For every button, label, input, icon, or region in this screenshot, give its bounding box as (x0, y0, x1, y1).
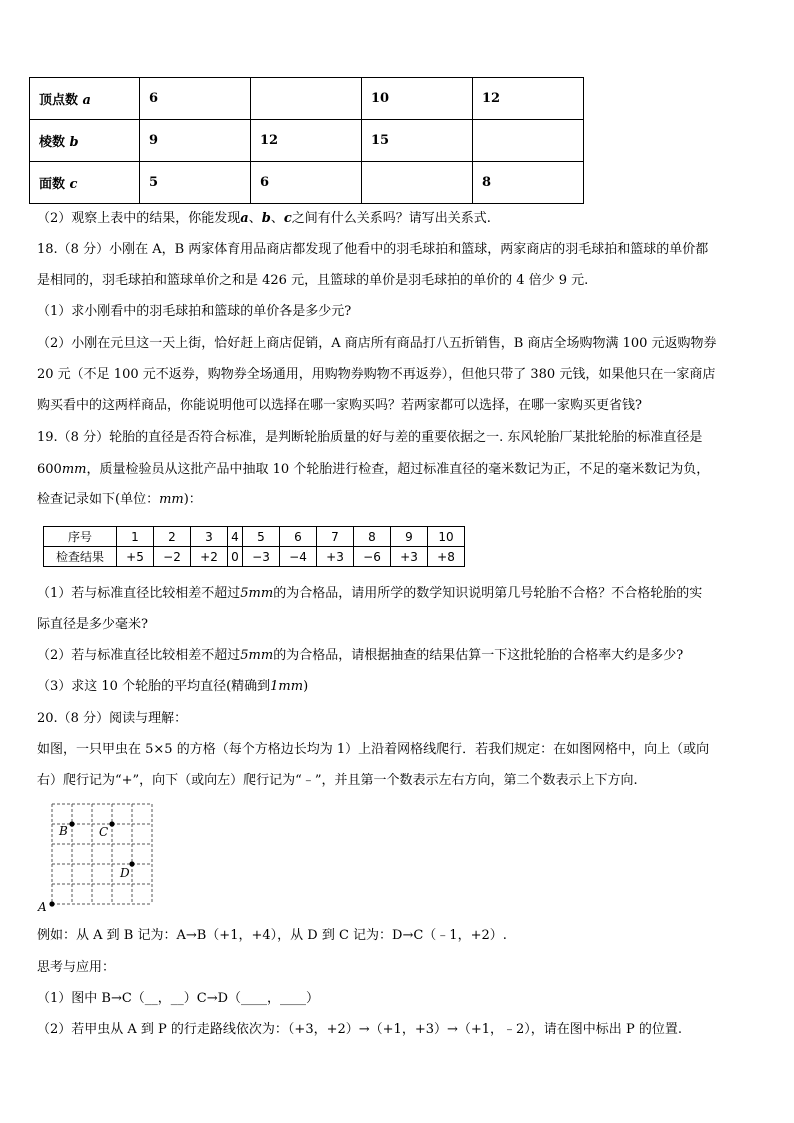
label-d: D (120, 866, 130, 880)
table-cell: +3 (391, 547, 428, 567)
table-cell: 10 (362, 78, 473, 120)
table-cell (362, 162, 473, 204)
dashed-grid (52, 804, 152, 904)
q19-line3: 检查记录如下(单位：mm)： (37, 492, 202, 507)
q20-title: 20.（8 分）阅读与理解： (37, 711, 188, 726)
q20-example: 例如：从 A 到 B 记为：A→B（+1，+4），从 D 到 C 记为：D→C（﹣1，+2）. (37, 928, 507, 943)
table-cell: 3 (191, 527, 228, 547)
table-cell: −2 (154, 547, 191, 567)
q19-line1: 19.（8 分）轮胎的直径是否符合标准，是判断轮胎质量的好与差的重要依据之一. 东风轮胎厂某批轮胎的标准直径是 (37, 430, 703, 445)
q20-sub2: （2）若甲虫从 A 到 P 的行走路线依次为：（+3，+2）→（+1，+3）→（+1，﹣2），请在图中标出 P 的位置. (37, 1022, 682, 1037)
q19-sub2: （2）若与标准直径比较相差不超过5mm的为合格品，请根据抽查的结果估算一下这批轮胎的合格率大约是多少? (37, 648, 684, 663)
grid-figure (36, 800, 161, 915)
table-cell: 5 (140, 162, 251, 204)
q18-line1: 18.（8 分）小刚在 A，B 两家体育用品商店都发现了他看中的羽毛球拍和篮球，两家商店的羽毛球拍和篮球的单价都 (37, 242, 709, 257)
point-a (49, 901, 54, 906)
point-d (129, 861, 134, 866)
label-c: C (99, 825, 109, 839)
header-cell: 检查结果 (44, 547, 117, 567)
table-cell: +5 (117, 547, 154, 567)
table-cell: 1 (117, 527, 154, 547)
header-cell: 序号 (44, 527, 117, 547)
q20-line2: 右）爬行记为“+”，向下（或向左）爬行记为“﹣”，并且第一个数表示左右方向，第二个数表示上下方向. (37, 773, 638, 788)
q19-line2: 600mm，质量检验员从这批产品中抽取 10 个轮胎进行检查，超过标准直径的毫米数记为正，不足的毫米数记为负， (37, 462, 710, 477)
q18-sub2-line3: 购买看中的这两样商品，你能说明他可以选择在哪一家购买吗？若两家都可以选择，在哪一家购买更省钱? (37, 398, 642, 413)
q18-sub1: （1）求小刚看中的羽毛球拍和篮球的单价各是多少元? (37, 304, 352, 319)
polyhedron-table (29, 77, 584, 204)
q19-sub3: （3）求这 10 个轮胎的平均直径(精确到1mm) (37, 679, 309, 694)
table-row (44, 527, 465, 547)
label-a: A (38, 900, 47, 914)
table-cell: 15 (362, 120, 473, 162)
table-cell: −3 (243, 547, 280, 567)
q20-sub1: （1）图中 B→C（__，__）C→D（____，____） (37, 991, 320, 1006)
q20-think: 思考与应用： (37, 960, 116, 975)
table-cell: 12 (251, 120, 362, 162)
table-cell: +3 (317, 547, 354, 567)
table-row (30, 120, 584, 162)
label-b: B (59, 824, 68, 838)
table-row (30, 78, 584, 120)
table-cell: 12 (473, 78, 584, 120)
tire-check-table (43, 526, 465, 567)
table-cell: 8 (354, 527, 391, 547)
point-c (109, 821, 114, 826)
table-cell: −4 (280, 547, 317, 567)
table-cell: 6 (251, 162, 362, 204)
table-cell (473, 120, 584, 162)
q18-sub2-line1: （2）小刚在元旦这一天上街，恰好赶上商店促销，A 商店所有商品打八五折销售，B 商店全场购物满 100 元返购物券 (37, 336, 717, 351)
q18-sub2-line2: 20 元（不足 100 元不返券，购物券全场通用，用购物券购物不再返券），但他只带了 380 元钱，如果他只在一家商店 (37, 367, 716, 382)
table-cell: 9 (140, 120, 251, 162)
point-b (69, 821, 74, 826)
row-label: 顶点数 a (30, 78, 140, 120)
table-cell (251, 78, 362, 120)
table-cell: 6 (140, 78, 251, 120)
table-cell: 7 (317, 527, 354, 547)
table-row (30, 162, 584, 204)
table-cell: +8 (428, 547, 465, 567)
table-cell: 6 (280, 527, 317, 547)
table-cell: 2 (154, 527, 191, 547)
q17-part2: （2）观察上表中的结果，你能发现a、b、c之间有什么关系吗？请写出关系式. (37, 211, 491, 226)
table-cell: +2 (191, 547, 228, 567)
q19-sub1: （1）若与标准直径比较相差不超过5mm的为合格品，请用所学的数学知识说明第几号轮胎不合格？不合格轮胎的实 (37, 586, 703, 601)
table-cell: 0 (228, 547, 243, 567)
table-row (44, 547, 465, 567)
q19-sub1-line2: 际直径是多少毫米? (37, 617, 148, 632)
q20-line1: 如图，一只甲虫在 5×5 的方格（每个方格边长均为 1）上沿着网格线爬行．若我们规定：在如图网格中，向上（或向 (37, 742, 710, 757)
table-cell: −6 (354, 547, 391, 567)
table-cell: 9 (391, 527, 428, 547)
table-cell: 8 (473, 162, 584, 204)
row-label: 棱数 b (30, 120, 140, 162)
q18-line2: 是相同的，羽毛球拍和篮球单价之和是 426 元，且篮球的单价是羽毛球拍的单价的 4 倍少 9 元. (37, 273, 589, 288)
table-cell: 4 (228, 527, 243, 547)
table-cell: 10 (428, 527, 465, 547)
row-label: 面数 c (30, 162, 140, 204)
table-cell: 5 (243, 527, 280, 547)
